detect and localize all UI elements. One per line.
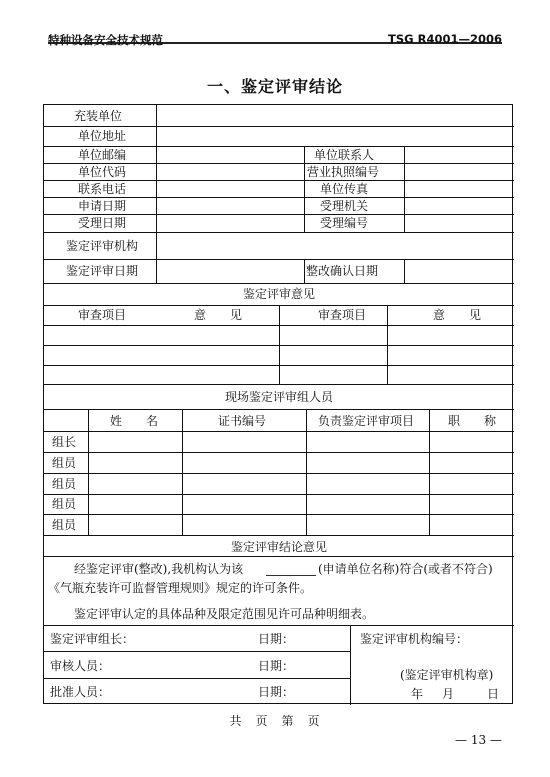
role-member: 组员	[52, 497, 77, 511]
page-count-line: 共 页 第 页	[229, 714, 321, 728]
col-divider	[88, 409, 89, 535]
label-reviewer: 审核人员：	[50, 659, 111, 673]
label-rectification-date: 整改确认日期	[306, 264, 379, 278]
row-divider	[44, 514, 514, 515]
label-accepting-authority: 受理机关	[320, 199, 369, 213]
role-member: 组员	[52, 477, 77, 491]
opinions-col-item: 审查项目	[78, 308, 127, 322]
seal-month: 月	[442, 687, 455, 701]
row-divider	[44, 214, 514, 215]
label-assessment-date: 鉴定评审日期	[66, 264, 139, 278]
personnel-section-title: 现场鉴定评审组人员	[224, 390, 333, 404]
opinions-section-title: 鉴定评审意见	[242, 287, 315, 301]
row-divider	[44, 535, 514, 536]
role-leader: 组长	[52, 435, 77, 449]
label-filling-unit: 充装单位	[74, 109, 123, 123]
conclusion-section-title: 鉴定评审结论意见	[230, 540, 327, 554]
opinions-col-opinion-2: 意 见	[433, 308, 482, 322]
standard-code: TSG R4001—2006	[388, 32, 502, 46]
seal-year: 年	[411, 687, 424, 701]
row-divider	[44, 678, 350, 679]
opinions-col-opinion: 意 见	[194, 308, 243, 322]
label-application-date: 申请日期	[78, 199, 127, 213]
personnel-col-title: 职 称	[448, 414, 497, 428]
label-org-number: 鉴定评审机构编号：	[360, 632, 469, 646]
conclusion-line-2: 《气瓶充装许可监督管理规则》规定的许可条件。	[48, 581, 313, 595]
standard-series: 特种设备安全技术规范	[48, 33, 163, 47]
row-divider	[44, 232, 514, 233]
col-divider	[156, 259, 157, 283]
label-acceptance-date: 受理日期	[78, 216, 127, 230]
label-date: 日期：	[258, 659, 295, 673]
page-number: — 13 —	[455, 733, 502, 747]
personnel-col-name: 姓 名	[110, 414, 159, 428]
personnel-col-item: 负责鉴定评审项目	[318, 414, 415, 428]
col-divider	[350, 625, 351, 705]
col-divider	[429, 409, 430, 535]
col-divider	[304, 146, 305, 232]
role-member: 组员	[52, 456, 77, 470]
opinions-col-item-2: 审查项目	[318, 308, 367, 322]
col-divider	[387, 305, 388, 384]
personnel-col-cert: 证书编号	[218, 414, 267, 428]
label-fax: 单位传真	[320, 182, 369, 196]
label-acceptance-no: 受理编号	[320, 216, 369, 230]
label-contact-person: 单位联系人	[314, 148, 375, 162]
label-business-license-no: 营业执照编号	[307, 165, 380, 179]
row-divider	[44, 431, 514, 432]
col-divider	[156, 105, 157, 259]
col-divider	[404, 146, 405, 232]
label-postcode: 单位邮编	[78, 148, 127, 162]
row-divider	[44, 384, 514, 385]
org-seal-label: (鉴定评审机构章)	[400, 668, 494, 682]
label-phone: 联系电话	[78, 182, 127, 196]
row-divider	[44, 259, 514, 260]
seal-day: 日	[487, 687, 500, 701]
row-divider	[44, 163, 514, 164]
row-divider	[44, 126, 514, 127]
label-unit-address: 单位地址	[78, 129, 127, 143]
applicant-name-blank	[266, 575, 316, 576]
col-divider	[182, 409, 183, 535]
label-approver: 批准人员：	[50, 685, 111, 699]
conclusion-line-3: 鉴定评审认定的具体品种及限定范围见许可品种明细表。	[74, 607, 375, 621]
col-divider	[279, 305, 280, 384]
page-header	[48, 10, 502, 47]
col-divider	[304, 259, 305, 283]
row-divider	[44, 494, 514, 495]
row-divider	[44, 651, 350, 652]
conclusion-line-1b: (申请单位名称)符合(或者不符合)	[318, 562, 493, 576]
label-assessment-org: 鉴定评审机构	[66, 239, 139, 253]
row-divider	[44, 556, 514, 557]
col-divider	[306, 409, 307, 535]
col-divider	[404, 259, 405, 283]
label-date: 日期：	[258, 685, 295, 699]
label-unit-code: 单位代码	[78, 165, 127, 179]
row-divider	[44, 180, 514, 181]
label-date: 日期：	[258, 632, 295, 646]
row-divider	[44, 146, 514, 147]
row-divider	[44, 625, 514, 626]
label-team-leader: 鉴定评审组长：	[50, 632, 135, 646]
row-divider	[44, 409, 514, 410]
row-divider	[44, 473, 514, 474]
row-divider	[44, 197, 514, 198]
conclusion-line-1a: 经鉴定评审(整改),我机构认为该	[74, 562, 244, 576]
page-title: 一、鉴定评审结论	[206, 77, 343, 96]
row-divider	[44, 452, 514, 453]
role-member: 组员	[52, 518, 77, 532]
assessment-conclusion-form	[43, 104, 513, 704]
row-divider	[44, 283, 514, 284]
